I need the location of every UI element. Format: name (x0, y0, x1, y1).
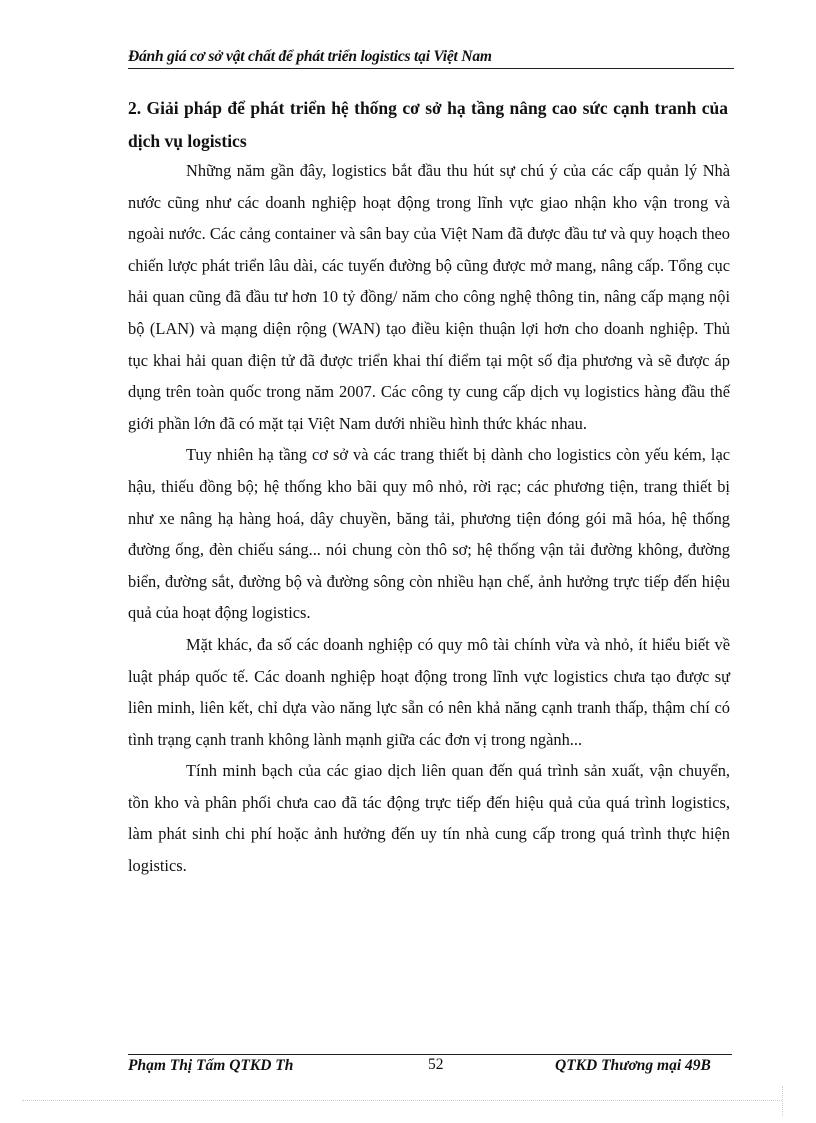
footer-divider (128, 1054, 732, 1055)
footer-class: QTKD Thương mại 49B (555, 1057, 711, 1074)
paragraph: Những năm gần đây, logistics bắt đầu thu hút sự chú ý của các cấp quản lý Nhà nước cũng như các doanh nghiệp hoạt động trong lĩnh vực giao nhận kho vận trong và ngoài nước. Các cảng container và sân bay của Việt Nam đã được đầu tư và quy hoạch theo chiến lược phát triển lâu dài, các tuyến đường bộ cũng được mở mang, nâng cấp. Tổng cục hải quan cũng đã đầu tư hơn 10 tỷ đồng/ năm cho công nghệ thông tin, nâng cấp mạng nội bộ (LAN) và mạng diện rộng (WAN) tạo điều kiện thuận lợi hơn cho doanh nghiệp. Thủ tục khai hải quan điện tử đã được triển khai thí điểm tại một số địa phương và sẽ được áp dụng trên toàn quốc trong năm 2007. Các công ty cung cấp dịch vụ logistics hàng đầu thế giới phần lớn đã có mặt tại Việt Nam dưới nhiều hình thức khác nhau. (128, 161, 730, 433)
section-heading: 2. Giải pháp để phát triển hệ thống cơ sở hạ tầng nâng cao sức cạnh tranh của dịch vụ logistics (128, 98, 728, 151)
body-text (128, 155, 730, 882)
footer-author: Phạm Thị Tấm QTKD Th (128, 1057, 294, 1074)
header-divider (128, 68, 734, 69)
paragraph: Mặt khác, đa số các doanh nghiệp có quy mô tài chính vừa và nhỏ, ít hiểu biết về luật pháp quốc tế. Các doanh nghiệp hoạt động trong lĩnh vực logistics chưa tạo được sự liên minh, liên kết, chỉ dựa vào năng lực sẵn có nên khả năng cạnh tranh thấp, thậm chí có tình trạng cạnh tranh không lành mạnh giữa các đơn vị trong ngành... (128, 634, 730, 749)
page-number: 52 (428, 1056, 444, 1073)
page-edge-dotted-line (22, 1100, 782, 1101)
paragraph: Tính minh bạch của các giao dịch liên quan đến quá trình sản xuất, vận chuyển, tồn kho và phân phối chưa cao đã tác động trực tiếp đến hiệu quả của quá trình logistics, làm phát sinh chi phí hoặc ảnh hưởng đến uy tín nhà cung cấp trong quá trình thực hiện logistics. (128, 761, 730, 876)
page-edge-dotted-mark (782, 1086, 783, 1116)
page-header-title: Đánh giá cơ sở vật chất để phát triển logistics tại Việt Nam (128, 48, 492, 65)
paragraph: Tuy nhiên hạ tầng cơ sở và các trang thiết bị dành cho logistics còn yếu kém, lạc hậu, thiếu đồng bộ; hệ thống kho bãi quy mô nhỏ, rời rạc; các phương tiện, trang thiết bị như xe nâng hạ hàng hoá, dây chuyền, băng tải, phương tiện đóng gói mã hóa, hệ thống đường ống, đèn chiếu sáng... nói chung còn thô sơ; hệ thống vận tải đường không, đường biển, đường sắt, đường bộ và đường sông còn nhiều hạn chế, ảnh hưởng trực tiếp đến hiệu quả của hoạt động logistics. (128, 445, 730, 623)
